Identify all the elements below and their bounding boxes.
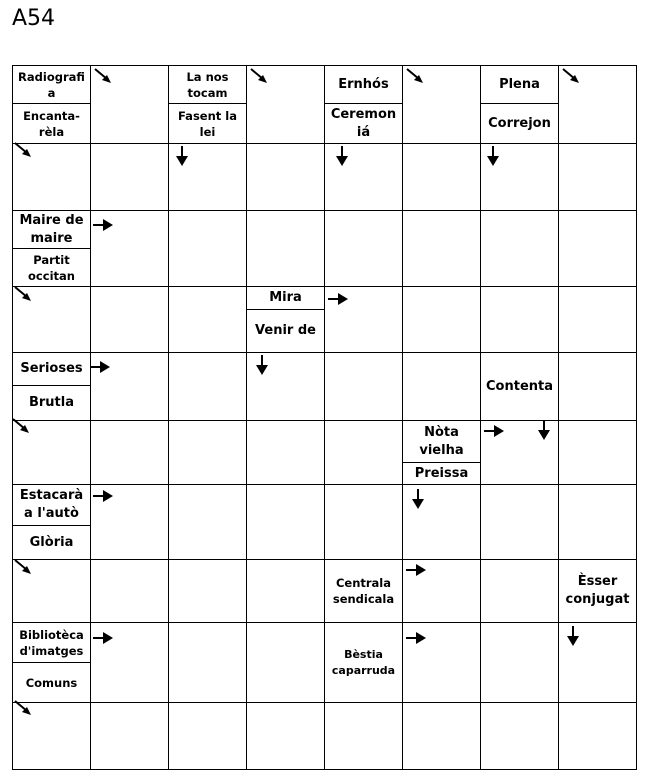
right-arrow-icon — [482, 419, 506, 443]
clue-r1c3-bottom: Fasent la lei — [178, 108, 237, 139]
diagonal-arrow-icon — [10, 416, 34, 440]
clue-r1c3-top: La nos tocam — [186, 69, 229, 100]
clue-r8c8: Èsser conjugat — [565, 574, 630, 607]
down-arrow-icon — [406, 487, 430, 511]
down-arrow-icon — [532, 418, 556, 442]
right-arrow-icon — [404, 558, 428, 582]
clue-r1c5-bottom: Ceremon iá — [330, 106, 397, 140]
clue-r3c1-bottom: Partit occitan — [28, 252, 75, 283]
clue-r1c1-top: Radiografi a — [18, 69, 85, 100]
clue-r9c1-bottom: Comuns — [25, 675, 78, 690]
right-arrow-icon — [326, 287, 350, 311]
clue-r9c5: Bèstia caparruda — [331, 648, 396, 677]
clue-r6c6-top: Nòta vielha — [419, 424, 464, 458]
clue-r5c7: Contenta — [486, 378, 553, 394]
down-arrow-icon — [170, 144, 194, 168]
diagonal-arrow-icon — [248, 66, 272, 90]
right-arrow-icon — [91, 213, 115, 237]
right-arrow-icon — [88, 355, 112, 379]
clue-r4c4-top: Mira — [269, 290, 302, 305]
clue-r6c6-bottom: Preissa — [414, 465, 469, 481]
down-arrow-icon — [481, 144, 505, 168]
diagonal-arrow-icon — [12, 557, 36, 581]
down-arrow-icon — [250, 353, 274, 377]
diagonal-arrow-icon — [560, 66, 584, 90]
diagonal-arrow-icon — [12, 284, 36, 308]
clue-r9c1-top: Bibliotèca d'imatges — [19, 627, 84, 658]
clue-r1c7-bottom: Correjon — [488, 115, 551, 131]
down-arrow-icon — [330, 144, 354, 168]
diagonal-arrow-icon — [12, 140, 36, 164]
clue-r5c1-bottom: Brutla — [28, 395, 75, 410]
clue-r7c1-top: Estacarà a l'autò — [19, 488, 84, 521]
clue-r1c1-bottom: Encanta- rèla — [23, 108, 80, 139]
clue-r5c1-top: Serioses — [20, 361, 83, 376]
clue-r3c1-top: Maire de maire — [19, 212, 84, 246]
puzzle-title: A54 — [12, 6, 56, 31]
clue-r7c1-bottom: Glòria — [29, 534, 74, 550]
right-arrow-icon — [91, 484, 115, 508]
diagonal-arrow-icon — [12, 698, 36, 722]
clue-r4c4-bottom: Venir de — [255, 323, 316, 338]
clue-r1c7-top: Plena — [499, 76, 540, 92]
right-arrow-icon — [91, 626, 115, 650]
right-arrow-icon — [404, 626, 428, 650]
clue-r1c5-top: Ernhós — [338, 76, 389, 92]
diagonal-arrow-icon — [92, 66, 116, 90]
diagonal-arrow-icon — [404, 66, 428, 90]
clue-r8c5: Centrala sendicala — [332, 576, 395, 606]
down-arrow-icon — [561, 624, 585, 648]
